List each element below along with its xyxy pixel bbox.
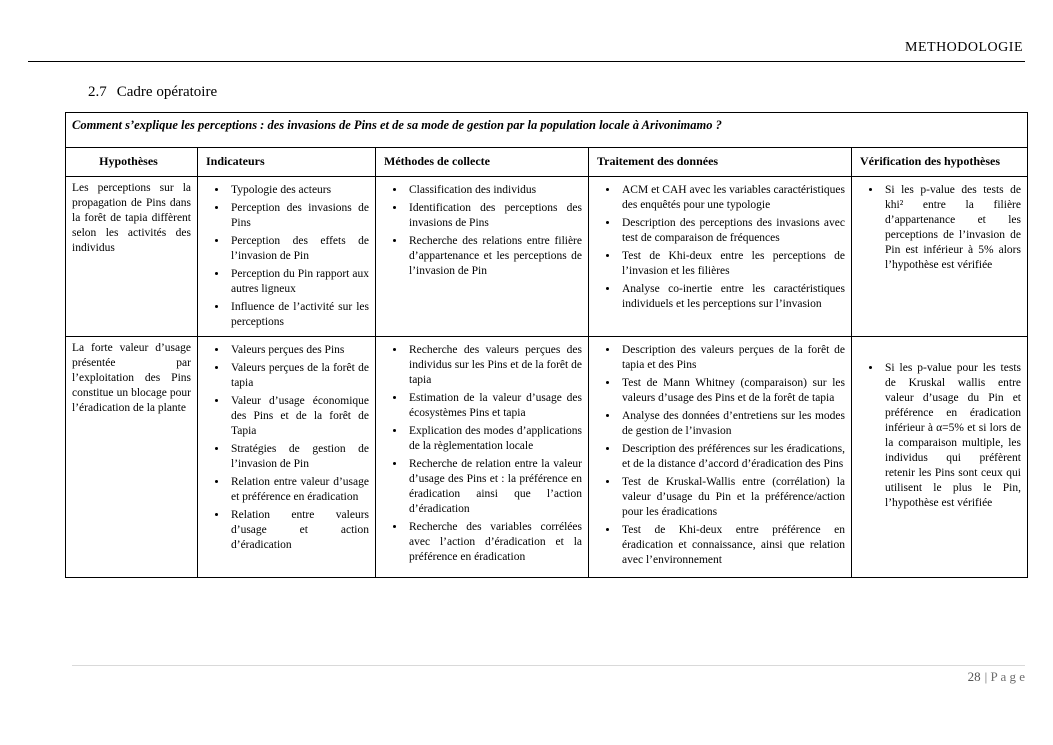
question-row [66,113,1028,148]
hypothesis-cell: La forte valeur d’usage présentée par l’exploitation des Pins constitue un blocage pour l’éradication de la plante [66,337,198,578]
bullet-item: • Perception du Pin rapport aux autres ligneux [228,267,369,297]
bullet-item: • Si les p-value pour les tests de Kruskal wallis entre valeur d’usage du Pin et préférence en éradication inférieur à α=5% et si lors de la comparaison multiple, les individus qui préfèrent retenir les Pins sont ceux qui utilisent le plus le Pin, l’hypothèse est vérifiée [882,361,1021,510]
bullet-item: • ACM et CAH avec les variables caractéristiques des enquêtés pour une typologie [619,183,845,213]
bullet-item: • Estimation de la valeur d’usage des écosystèmes Pins et tapia [406,391,582,421]
bullet-item: • Classification des individus [406,183,582,198]
section-heading [88,84,217,101]
bullet-item: • Relation entre valeur d’usage et préférence en éradication [228,475,369,505]
col-header-verification: Vérification des hypothèses [852,148,1028,177]
processing-cell [589,337,852,578]
col-header-methodes: Méthodes de collecte [376,148,589,177]
bullet-item: • Valeurs perçues des Pins [228,343,369,358]
methods-cell [376,177,589,337]
bullet-item: • Description des perceptions des invasions avec test de comparaison de fréquences [619,216,845,246]
bullet-item: • Valeur d’usage économique des Pins et de la forêt de Tapia [228,394,369,439]
bullet-list [204,183,369,329]
bullet-list [595,183,845,312]
verification-cell [852,177,1028,337]
hypothesis-cell: Les perceptions sur la propagation de Pins dans la forêt de tapia diffèrent selon les activités des individus [66,177,198,337]
col-header-indicateurs: Indicateurs [198,148,376,177]
column-header-row [66,148,1028,177]
bullet-item: • Test de Mann Whitney (comparaison) sur les valeurs d’usage des Pins et de la forêt de tapia [619,376,845,406]
footer-rule [72,665,1025,666]
footer-page-number: 28 [967,669,981,684]
bullet-item: • Identification des perceptions des invasions de Pins [406,201,582,231]
col-header-hypotheses: Hypothèses [66,148,198,177]
bullet-item: • Perception des invasions de Pins [228,201,369,231]
cadre-operatoire-table [65,112,1028,578]
bullet-list [204,343,369,552]
bullet-item: • Recherche de relation entre la valeur d’usage des Pins et : la préférence en éradication ainsi que l’action d’éradication [406,457,582,517]
header-rule [28,61,1025,62]
bullet-item: • Perception des effets de l’invasion de Pin [228,234,369,264]
bullet-item: • Si les p-value des tests de khi² entre la filière d’appartenance et les perceptions de l’invasion de Pin est inférieur à 5% alors l’hypothèse est vérifiée [882,183,1021,273]
bullet-item: • Stratégies de gestion de l’invasion de Pin [228,442,369,472]
header-title: METHODOLOGIE [905,40,1023,55]
indicators-cell [198,337,376,578]
bullet-item: • Influence de l’activité sur les perceptions [228,300,369,330]
col-header-traitement: Traitement des données [589,148,852,177]
bullet-item: • Relation entre valeurs d’usage et action d’éradication [228,508,369,553]
bullet-list [858,343,1021,510]
table-row [66,177,1028,337]
bullet-item: • Recherche des valeurs perçues des individus sur les Pins et de la forêt de tapia [406,343,582,388]
bullet-item: • Recherche des relations entre filière d’appartenance et les perceptions de l’invasion de Pin [406,234,582,279]
footer-page-label: | P a g e [984,669,1025,684]
bullet-item: • Analyse co-inertie entre les caractéristiques individuels et les perceptions sur l’invasion [619,282,845,312]
indicators-cell [198,177,376,337]
bullet-item: • Explication des modes d’applications de la règlementation locale [406,424,582,454]
bullet-list [382,343,582,564]
bullet-item: • Typologie des acteurs [228,183,369,198]
bullet-item: • Recherche des variables corrélées avec l’action d’éradication et la préférence en éradication [406,520,582,565]
bullet-item: • Valeurs perçues de la forêt de tapia [228,361,369,391]
bullet-item: • Test de Khi-deux entre les perceptions de l’invasion et les filières [619,249,845,279]
verification-cell [852,337,1028,578]
methods-cell [376,337,589,578]
table-row [66,337,1028,578]
bullet-item: • Analyse des données d’entretiens sur les modes de gestion de l’invasion [619,409,845,439]
bullet-item: • Description des préférences sur les éradications, et de la distance d’accord d’éradication des Pins [619,442,845,472]
bullet-item: • Test de Kruskal-Wallis entre (corrélation) la valeur d’usage du Pin et la préférence/action pour les éradications [619,475,845,520]
page-footer [968,669,1025,685]
bullet-item: • Test de Khi-deux entre préférence en éradication et connaissance, ainsi que relation avec l’environnement [619,523,845,568]
bullet-list [858,183,1021,273]
section-title: Cadre opératoire [116,84,218,100]
bullet-list [382,183,582,279]
bullet-list [595,343,845,567]
bullet-item: • Description des valeurs perçues de la forêt de tapia et des Pins [619,343,845,373]
processing-cell [589,177,852,337]
table-question: Comment s’explique les perceptions : des invasions de Pins et de sa mode de gestion par la population locale à Arivonimamo ? [66,113,1028,148]
section-number: 2.7 [88,84,107,100]
